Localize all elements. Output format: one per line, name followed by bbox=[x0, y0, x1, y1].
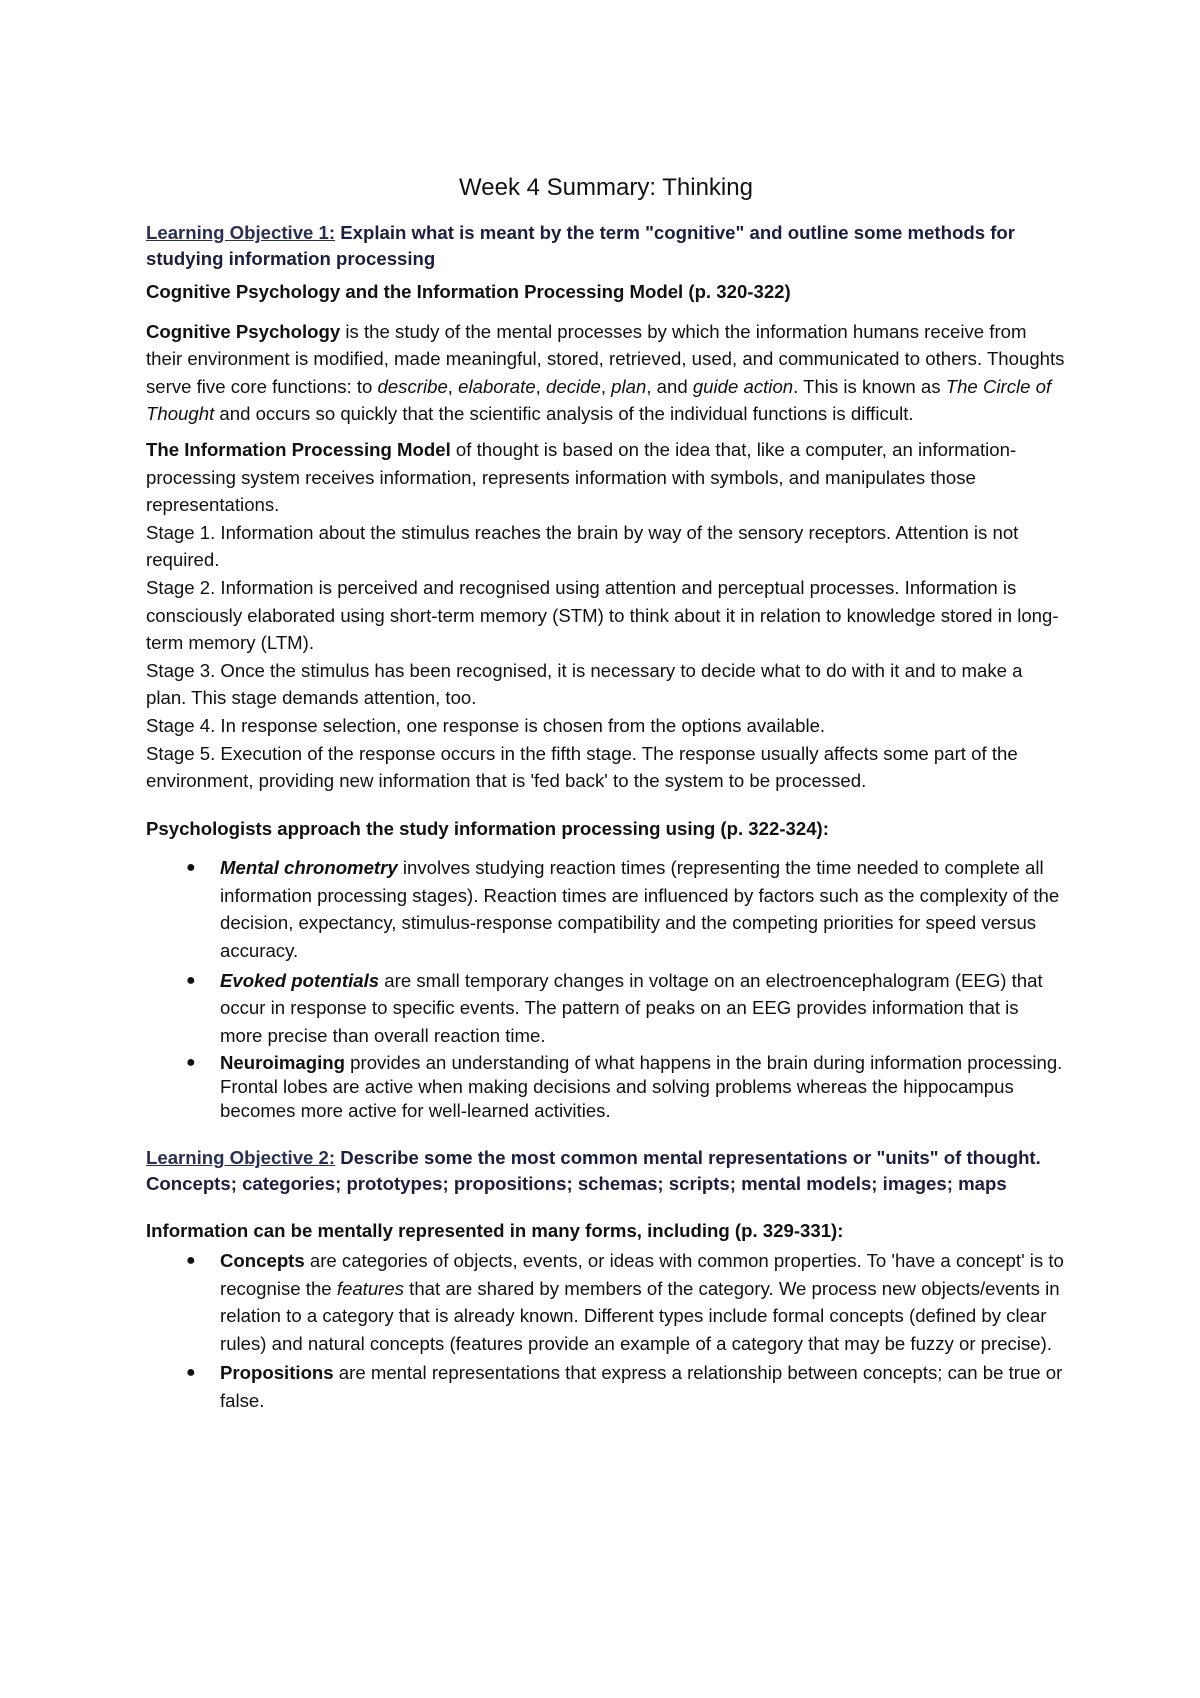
text: is the study of the mental processes by which the information humans receive from their environment is modified, made meaningful, stored, retrieved, used, and communicated to others. Thoughts serve five core functions: to bbox=[146, 320, 1065, 397]
learning-objective-2-text: Describe some the most common mental representations or "units" of thought. Concepts; categories; prototypes; propositions; schemas; scripts; mental models; images; maps bbox=[146, 1147, 1041, 1195]
separator: , bbox=[535, 375, 547, 397]
term-mental-chronometry: Mental chronometry bbox=[220, 857, 398, 879]
separator: , and bbox=[646, 375, 693, 397]
term-concepts: Concepts bbox=[220, 1250, 305, 1272]
separator: , bbox=[600, 375, 612, 397]
term-neuroimaging: Neuroimaging bbox=[220, 1052, 345, 1074]
stage-2: Stage 2. Information is perceived and recognised using attention and perceptual processes. Information is consciously elaborated using short-term memory (STM) to think about it in relation to knowledge stored in long-term memory (LTM). bbox=[146, 576, 1059, 654]
term-propositions: Propositions bbox=[220, 1362, 334, 1384]
bullet-icon: ● bbox=[186, 971, 196, 989]
function-guide-action: guide action bbox=[692, 375, 794, 397]
learning-objective-1-text: Explain what is meant by the term "cognitive" and outline some methods for studying information processing bbox=[146, 222, 1015, 269]
methods-list bbox=[146, 854, 1066, 1123]
text: and occurs so quickly that the scientific analysis of the individual functions is difficult. bbox=[214, 403, 914, 425]
function-elaborate: elaborate bbox=[458, 375, 536, 397]
function-plan: plan bbox=[611, 375, 647, 397]
separator: , bbox=[447, 375, 459, 397]
paragraph-information-processing-model bbox=[146, 436, 1066, 519]
function-decide: decide bbox=[546, 375, 601, 397]
section-heading-representations: Information can be mentally represented in many forms, including (p. 329-331): bbox=[146, 1220, 844, 1242]
list-item bbox=[146, 854, 1066, 964]
learning-objective-2-label: Learning Objective 2: bbox=[146, 1147, 336, 1169]
text: provides an understanding of what happens in the brain during information processing. Frontal lobes are active when making decisions and solving problems whereas the hippocampus becomes more active for well-learned activities. bbox=[220, 1052, 1063, 1122]
spacer bbox=[146, 1125, 1066, 1145]
function-describe: describe bbox=[377, 375, 448, 397]
bullet-icon: ● bbox=[186, 1054, 196, 1072]
learning-objective-1-label: Learning Objective 1: bbox=[146, 222, 336, 243]
bullet-icon: ● bbox=[186, 1364, 196, 1382]
term-features: features bbox=[336, 1277, 404, 1299]
bullet-icon: ● bbox=[186, 859, 196, 877]
bullet-icon: ● bbox=[186, 1252, 196, 1270]
section-heading-cognitive-psychology: Cognitive Psychology and the Information Processing Model (p. 320-322) bbox=[146, 281, 791, 302]
text: that are shared by members of the category. We process new objects/events in relation to a category that is already known. Different types include formal concepts (defined by clear rules) and natural concepts (features provide an example of a category that may be fuzzy or precise). bbox=[220, 1277, 1060, 1354]
stage-1: Stage 1. Information about the stimulus reaches the brain by way of the sensory receptors. Attention is not required. bbox=[146, 521, 1019, 571]
term-circle-of-thought: The Circle of Thought bbox=[146, 375, 1052, 425]
stage-5: Stage 5. Execution of the response occurs in the fifth stage. The response usually affects some part of the environment, providing new information that is 'fed back' to the system to be processed. bbox=[146, 742, 1018, 792]
list-item bbox=[146, 1359, 1066, 1414]
spacer bbox=[146, 1203, 1066, 1217]
term-cognitive-psychology: Cognitive Psychology bbox=[146, 320, 341, 342]
list-item bbox=[146, 1051, 1066, 1123]
stage-3: Stage 3. Once the stimulus has been recognised, it is necessary to decide what to do with it and to make a plan. This stage demands attention, too. bbox=[146, 659, 1023, 709]
term-information-processing-model: The Information Processing Model bbox=[146, 438, 451, 460]
document-body bbox=[146, 172, 1066, 1417]
representations-list bbox=[146, 1247, 1066, 1415]
term-evoked-potentials: Evoked potentials bbox=[220, 969, 380, 991]
section-heading-methods: Psychologists approach the study information processing using (p. 322-324): bbox=[146, 817, 829, 839]
page-title: Week 4 Summary: Thinking bbox=[459, 174, 753, 201]
text: are categories of objects, events, or ideas with common properties. To 'have a concept' is to recognise the bbox=[220, 1250, 1064, 1299]
stage-4: Stage 4. In response selection, one response is chosen from the options available. bbox=[146, 714, 826, 736]
list-item bbox=[146, 1247, 1066, 1357]
learning-objective-1 bbox=[146, 220, 1066, 272]
list-item bbox=[146, 967, 1066, 1050]
text: are small temporary changes in voltage on an electroencephalogram (EEG) that occur in response to specific events. The pattern of peaks on an EEG provides information that is more precise than overall reaction time. bbox=[220, 969, 1043, 1046]
text: . This is known as bbox=[793, 375, 946, 397]
paragraph-cognitive-psychology bbox=[146, 318, 1066, 428]
text: of thought is based on the idea that, like a computer, an information-processing system receives information, represents information with symbols, and manipulates those representations. bbox=[146, 438, 1017, 516]
text: involves studying reaction times (representing the time needed to complete all information processing stages). Reaction times are influenced by factors such as the complexity of the decision, expectancy, stimulus-response compatibility and the competing priorities for speed versus accuracy. bbox=[220, 857, 1060, 962]
learning-objective-2 bbox=[146, 1145, 1066, 1197]
text: are mental representations that express a relationship between concepts; can be true or false. bbox=[220, 1362, 1063, 1411]
spacer bbox=[146, 795, 1066, 815]
